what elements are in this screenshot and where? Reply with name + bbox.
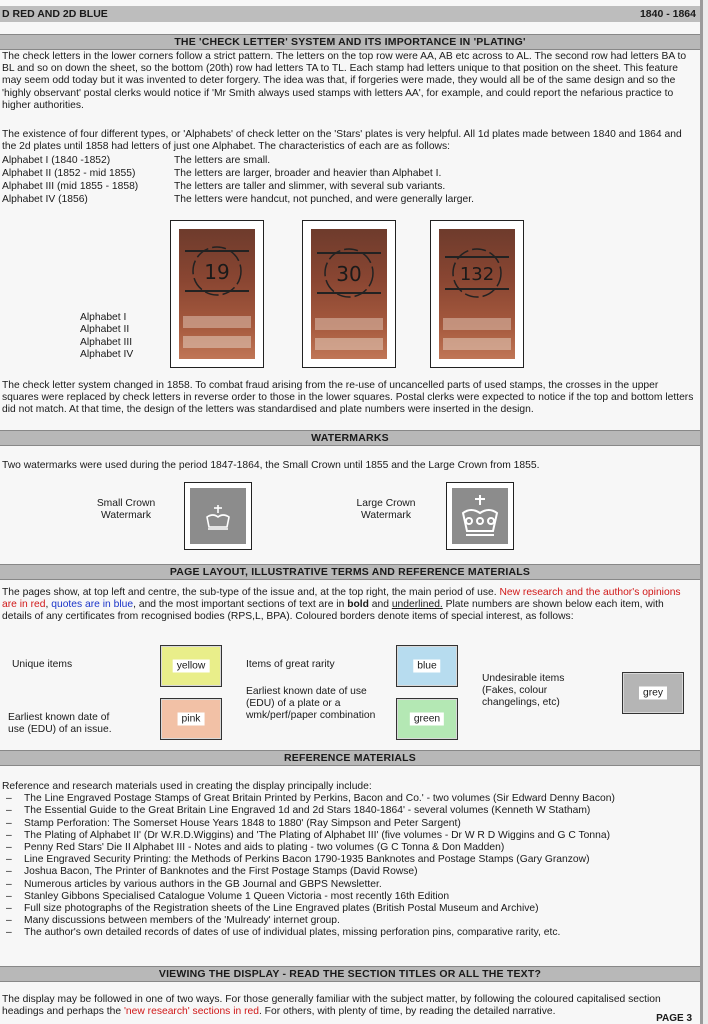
alphabet-name: Alphabet IV (1856) [2,194,88,205]
large-crown-label: Large Crown Watermark [356,498,416,522]
alphabet-name: Alphabet II (1852 - mid 1855) [2,168,136,179]
alphabet-name: Alphabet III (mid 1855 - 1858) [2,181,139,192]
reference-item: – The Plating of Alphabet II' (Dr W.R.D.Wiggins) and 'The Plating of Alphabet III' (five volumes - Dr W R D Wiggins and G C Tonna) [2,830,615,842]
reference-list [2,781,615,940]
underline-text-example: underlined. [391,599,443,611]
reference-item: – Line Engraved Security Printing: the Methods of Perkins Bacon 1790-1935 Banknotes and Postage Stamps (Gary Granzow) [2,854,615,866]
stamp-cancel-number: 19 [204,260,230,284]
layout-text: The pages show, at top left and centre, the sub-type of the issue and, at the top right, the main period of use. [2,587,500,598]
viewing-text: The display may be followed in one of two ways. For those generally familiar with the subject matter, by following the coloured capitalised section headings and perhaps the [2,994,661,1018]
stamp-label: Alphabet I [80,312,127,323]
alphabet-name: Alphabet I (1840 -1852) [2,155,111,166]
undesirable-items-label: Undesirable items (Fakes, colour changelings, etc) [482,673,565,709]
reference-item: – The Line Engraved Postage Stamps of Great Britain Printed by Perkins, Bacon and Co.' - two volumes (Sir Edward Denny Bacon) [2,793,615,805]
blue-text-example: quotes are in blue [51,599,134,611]
yellow-border-swatch [160,645,222,687]
large-crown-watermark-image [446,482,514,550]
check-letter-paragraph-1: The check letters in the lower corners follow a strict pattern. The letters on the top row were AA, AB etc across to AL. The second row had letters BA to BL and so on down the sheet, so the bottom (20th) row had letters TA to TL. Each stamp had letters unique to that position on the sheet. This feature may seem odd today but it was invented to deter forgery. The idea was that, if forgeries were made, they would all be of the same design and so the 'highly observant' postal clerks would notice if 'Mr Smith always used stamps with letters AA', for example, and could report the nefarious practice to higher authorities. [2,51,687,111]
small-crown-icon [185,483,251,549]
large-crown-icon [447,483,513,549]
stamp-label: Alphabet III [80,336,133,348]
reference-item: – Stanley Gibbons Specialised Catalogue Volume 1 Queen Victoria - most recently 16th Edition [2,891,615,903]
reference-item: – Numerous articles by various authors in the GB Journal and GBPS Newsletter. [2,879,615,891]
red-text-example: 'new research' sections in red [123,1006,259,1018]
section-heading-watermarks: WATERMARKS [0,430,700,446]
great-rarity-label: Items of great rarity [246,659,335,670]
alphabet-desc: The letters are larger, broader and heavier than Alphabet I. [174,168,442,179]
layout-text: Plate numbers are shown below each item, with details of any certificates from recognised bodies (RPS,L, BPA). Coloured borders denote items of special interest, as follows: [2,599,664,623]
stamp-alphabet-labels [80,312,133,362]
section-heading-viewing: VIEWING THE DISPLAY - READ THE SECTION TITLES OR ALL THE TEXT? [0,966,700,982]
alphabet-desc: The letters are taller and slimmer, with several sub variants. [174,181,446,192]
layout-text: , and the most important sections of text are in [133,599,348,611]
check-letter-paragraph-2: The existence of four different types, or 'Alphabets' of check letter on the 'Stars' plates is very helpful. All 1d plates made between 1840 and 1864 and the 2d plates until 1858 had letters of just one Alphabet. The characteristics of each are as follows: [2,129,682,153]
unique-items-label: Unique items [12,659,73,670]
viewing-text: . For others, with plenty of time, by reading the detailed narrative. [258,1006,556,1018]
red-text-example: New research and the author's opinions are in red [2,587,681,611]
reference-item: – Full size photographs of the Registration sheets of the Line Engraved plates (British Postal Museum and Archive) [2,903,615,915]
layout-text: and [368,599,392,611]
section-heading-check-letter: THE 'CHECK LETTER' SYSTEM AND ITS IMPORTANCE IN 'PLATING' [0,34,700,50]
reference-intro: Reference and research materials used in creating the display principally include: [2,781,372,792]
swatch-label: blue [413,660,440,673]
watermarks-paragraph: Two watermarks were used during the period 1847-1864, the Small Crown until 1855 and the Large Crown from 1855. [2,460,540,471]
reference-item: – Penny Red Stars' Die II Alphabet III - Notes and aids to plating - two volumes (G C Tonna & Don Madden) [2,842,615,854]
small-crown-watermark-image [184,482,252,550]
reference-item: – Many discussions between members of the 'Mulready' internet group. [2,915,615,927]
swatch-label: grey [639,687,667,700]
small-crown-label: Small Crown Watermark [96,498,156,522]
swatch-label: yellow [173,660,210,673]
layout-text: , [45,599,52,611]
reference-item: – Stamp Perforation: The Somerset House Years 1848 to 1880' (Ray Simpson and Peter Sargent) [2,818,615,830]
stamp-image-alphabet-ii [302,220,396,368]
green-border-swatch [396,698,458,740]
page-layout-paragraph [2,587,696,624]
viewing-paragraph [2,994,696,1018]
reference-item: – The Essential Guide to the Great Britain Line Engraved 1d and 2d Stars 1840-1864' - several volumes (Kenneth W Statham) [2,805,615,817]
stamp-cancel-number: 30 [336,262,362,286]
edu-plate-label: Earliest known date of use (EDU) of a plate or a wmk/perf/paper combination [246,686,376,722]
stamp-label: Alphabet II [80,324,130,336]
bold-text-example: bold [347,599,369,611]
swatch-label: pink [178,713,205,726]
page-header [0,6,700,22]
edu-issue-label: Earliest known date of use (EDU) of an issue. [8,712,112,736]
stamp-cancel-number: 132 [459,264,495,285]
reference-item: – Joshua Bacon, The Printer of Banknotes and the First Postage Stamps (David Rowse) [2,866,615,878]
reference-item: – The author's own detailed records of dates of use of individual plates, missing perforation pins, comparative rarity, etc. [2,927,615,939]
section-heading-reference: REFERENCE MATERIALS [0,750,700,766]
alphabet-desc: The letters were handcut, not punched, and were generally larger. [174,194,474,205]
header-period: 1840 - 1864 [639,8,696,20]
pink-border-swatch [160,698,222,740]
grey-border-swatch [622,672,684,714]
stamp-image-alphabet-iii [430,220,524,368]
check-letter-paragraph-3: The check letter system changed in 1858. To combat fraud arising from the re-use of uncancelled parts of used stamps, the crosses in the upper squares were replaced by check letters in reverse order to those in the lower squares. Postal clerks were expected to notice if the top and bottom letters did not match. At that time, the design of the letters was standardised and plate numbers were inserted in the design. [2,380,694,416]
stamp-label: Alphabet IV [80,349,134,361]
swatch-label: green [410,713,444,726]
header-issue: D RED AND 2D BLUE [2,8,108,20]
section-heading-page-layout: PAGE LAYOUT, ILLUSTRATIVE TERMS AND REFERENCE MATERIALS [0,564,700,580]
stamp-image-alphabet-i [170,220,264,368]
alphabet-desc: The letters are small. [174,155,271,166]
page-number: PAGE 3 [656,1013,692,1024]
blue-border-swatch [396,645,458,687]
